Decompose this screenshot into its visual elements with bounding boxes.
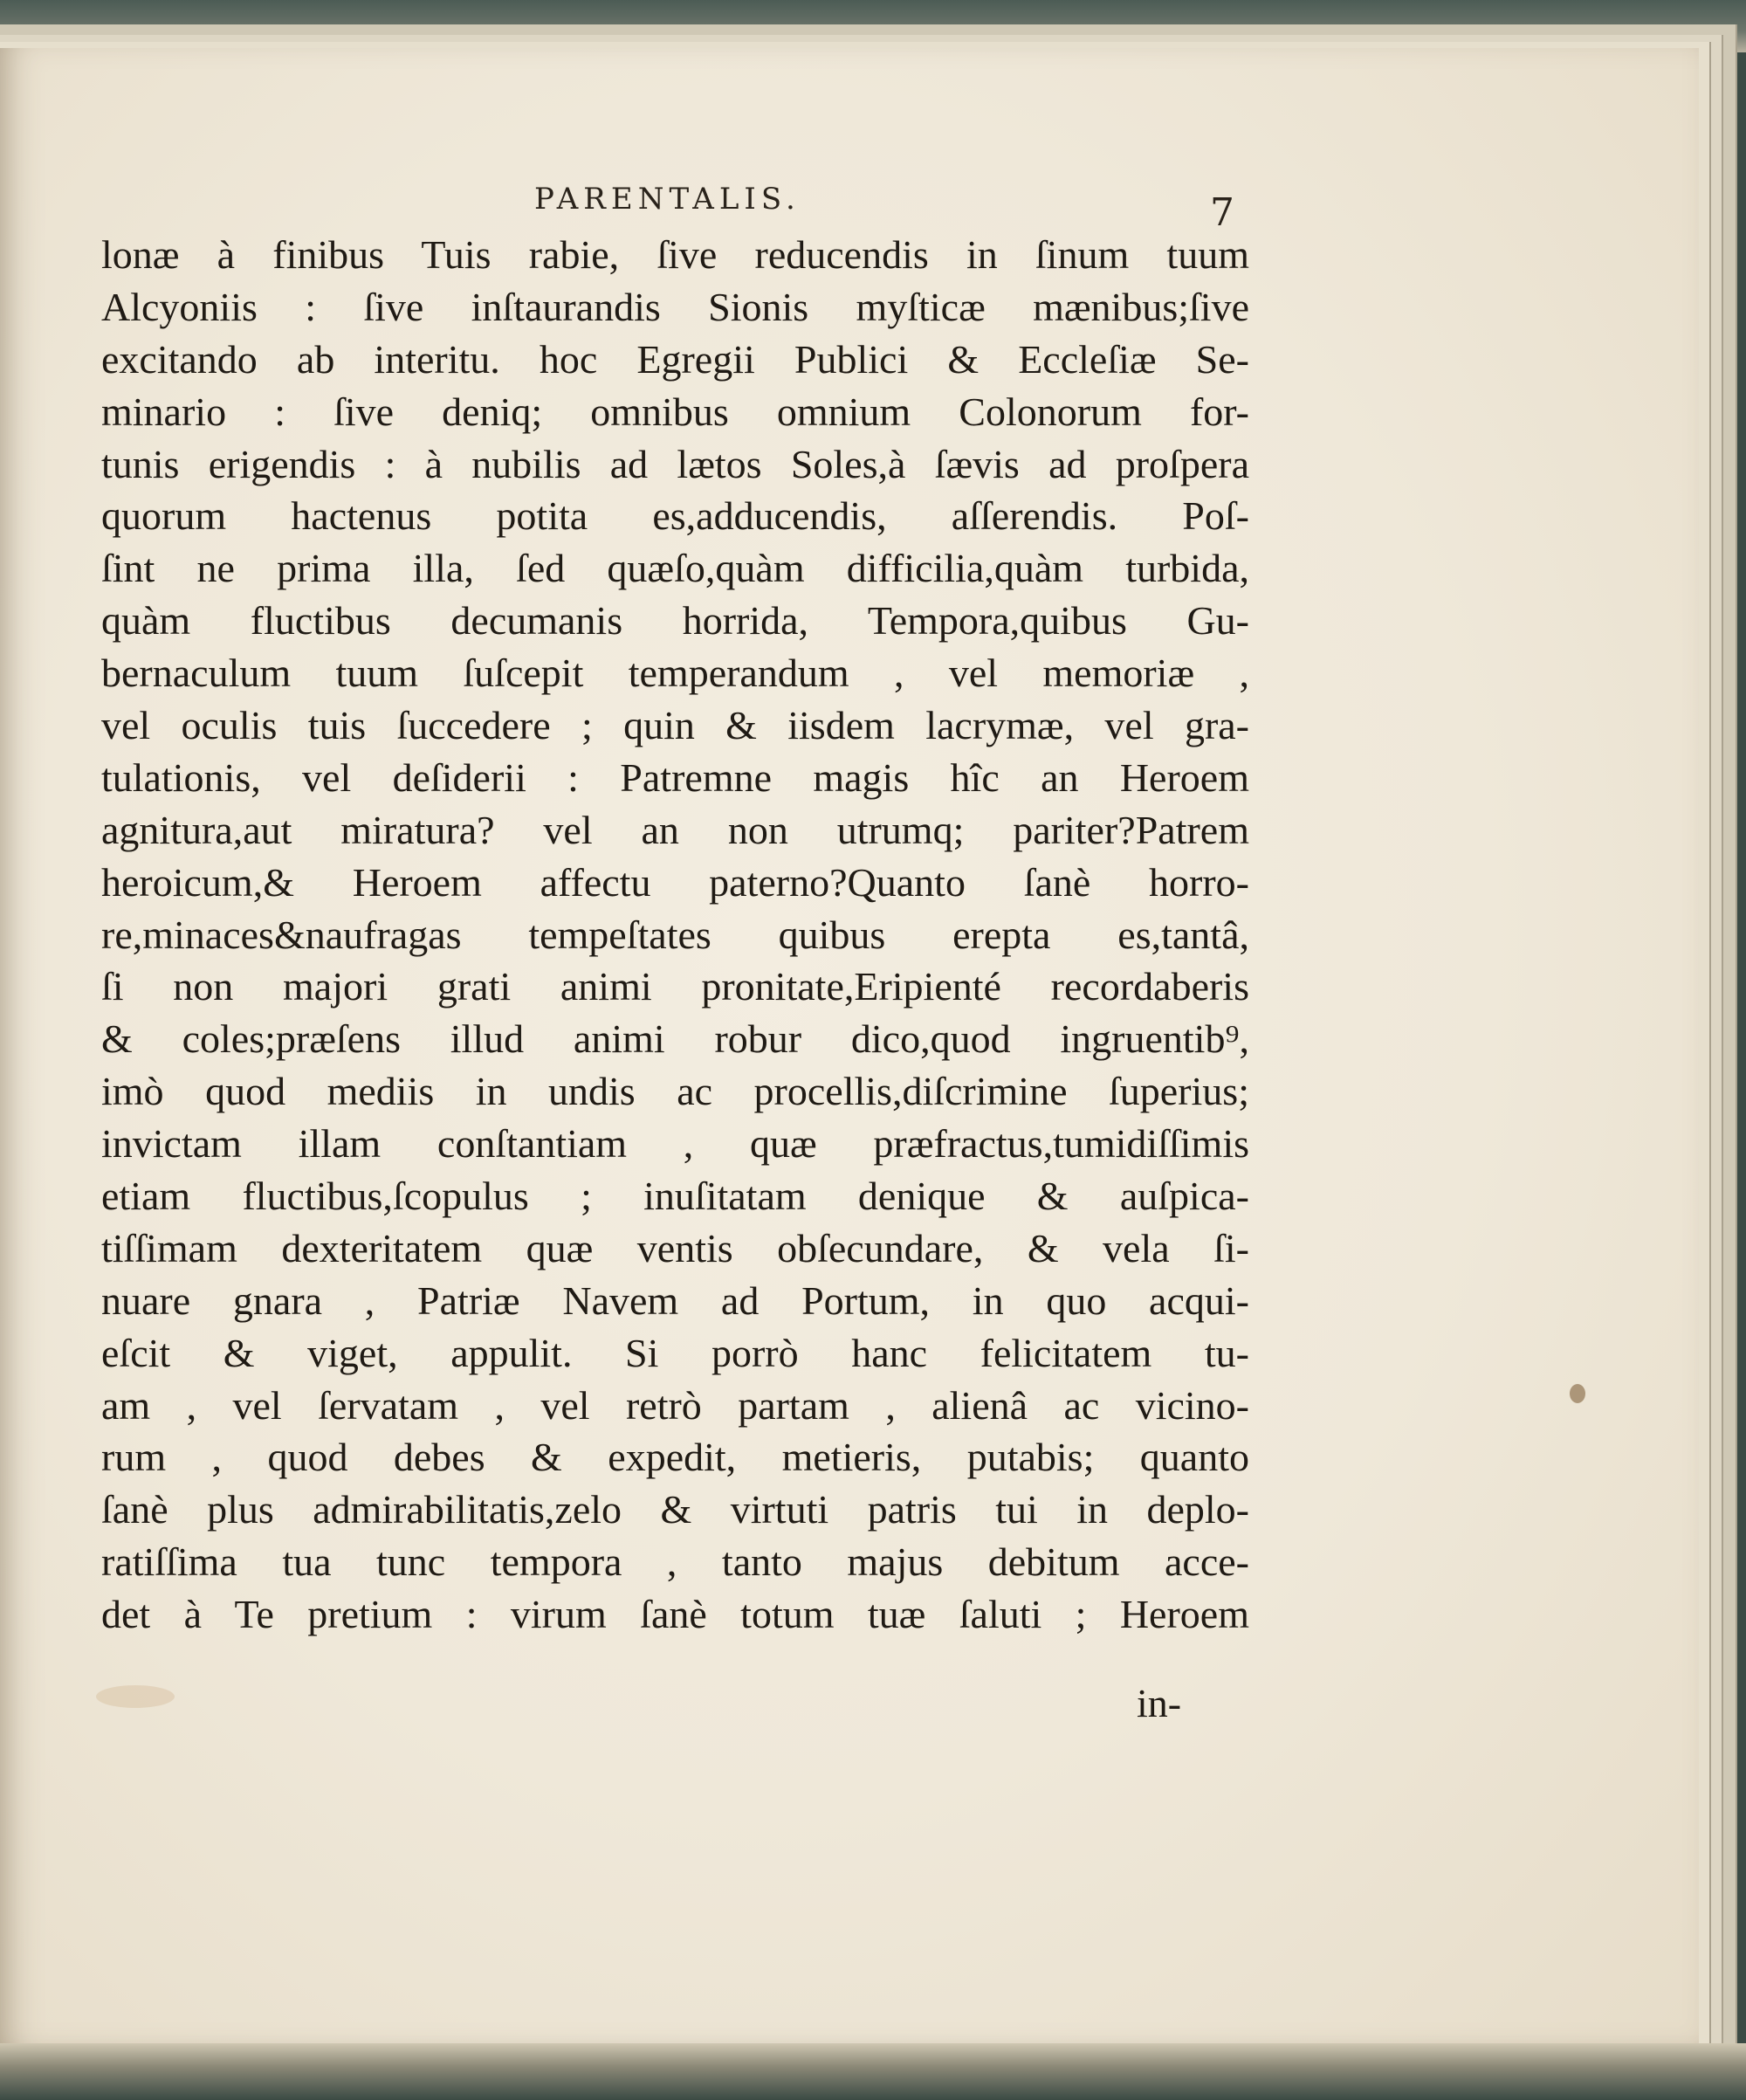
- text-line: ſint ne prima illa, ſed quæſo,quàm difficilia,quàm turbida,: [101, 546, 1249, 591]
- text-line: imò quod mediis in undis ac procellis,diſcrimine ſuperius;: [101, 1069, 1249, 1114]
- text-line: excitando ab interitu. hoc Egregii Publici & Eccleſiæ Se-: [101, 336, 1249, 382]
- text-line: quàm fluctibus decumanis horrida, Tempora,quibus Gu-: [101, 598, 1249, 644]
- text-line: re,minaces&naufragas tempeſtates quibus erepta es,tantâ,: [101, 912, 1249, 957]
- text-line: tunis erigendis : à nubilis ad lætos Soles,à ſævis ad proſpera: [101, 441, 1249, 486]
- text-line: agnitura,aut miratura? vel an non utrumq; pariter?Patrem: [101, 807, 1249, 852]
- text-line: ſi non majori grati animi pronitate,Eripienté recordaberis: [101, 964, 1249, 1009]
- text-line: & coles;præſens illud animi robur dico,quod ingruentib⁹,: [101, 1016, 1249, 1062]
- text-line: nuare gnara , Patriæ Navem ad Portum, in quo acqui-: [101, 1277, 1249, 1323]
- text-line: vel oculis tuis ſuccedere ; quin & iisdem lacrymæ, vel gra-: [101, 703, 1249, 748]
- text-line: tiſſimam dexteritatem quæ ventis obſecundare, & vela ſi-: [101, 1225, 1249, 1270]
- text-line: am , vel ſervatam , vel retrò partam , alienâ ac vicino-: [101, 1382, 1249, 1428]
- ink-spot: [1570, 1384, 1585, 1403]
- running-title: PARENTALIS.: [534, 182, 801, 217]
- body-text: [101, 229, 1249, 1641]
- text-line: etiam fluctibus,ſcopulus ; inuſitatam denique & auſpica-: [101, 1174, 1249, 1219]
- text-line: minario : ſive deniq; omnibus omnium Colonorum for-: [101, 389, 1249, 434]
- catchword: in-: [1137, 1681, 1182, 1725]
- text-line: lonæ à finibus Tuis rabie, ſive reducendis in ſinum tuum: [101, 232, 1249, 277]
- text-line: heroicum,& Heroem affectu paterno?Quanto ſanè horro-: [101, 859, 1249, 905]
- text-line: quorum hactenus potita es,adducendis, aſſerendis. Poſ-: [101, 493, 1249, 539]
- paper-stain: [96, 1685, 175, 1708]
- text-line: ratiſſima tua tunc tempora , tanto majus debitum acce-: [101, 1539, 1249, 1585]
- text-line: ſanè plus admirabilitatis,zelo & virtuti patris tui in deplo-: [101, 1487, 1249, 1532]
- book-bottom-edge: [0, 2043, 1746, 2100]
- text-line: det à Te pretium : virum ſanè totum tuæ ſaluti ; Heroem: [101, 1592, 1249, 1637]
- folio-number: 7: [1210, 190, 1234, 235]
- text-line: invictam illam conſtantiam , quæ præfractus,tumidiſſimis: [101, 1121, 1249, 1167]
- text-line: rum , quod debes & expedit, metieris, putabis; quanto: [101, 1435, 1249, 1480]
- text-line: Alcyoniis : ſive inſtaurandis Sionis myſticæ mænibus;ſive: [101, 284, 1249, 329]
- text-line: bernaculum tuum ſuſcepit temperandum , vel memoriæ ,: [101, 651, 1249, 696]
- text-line: tulationis, vel deſiderii : Patremne magis hîc an Heroem: [101, 754, 1249, 800]
- text-line: eſcit & viget, appulit. Si porrò hanc felicitatem tu-: [101, 1330, 1249, 1375]
